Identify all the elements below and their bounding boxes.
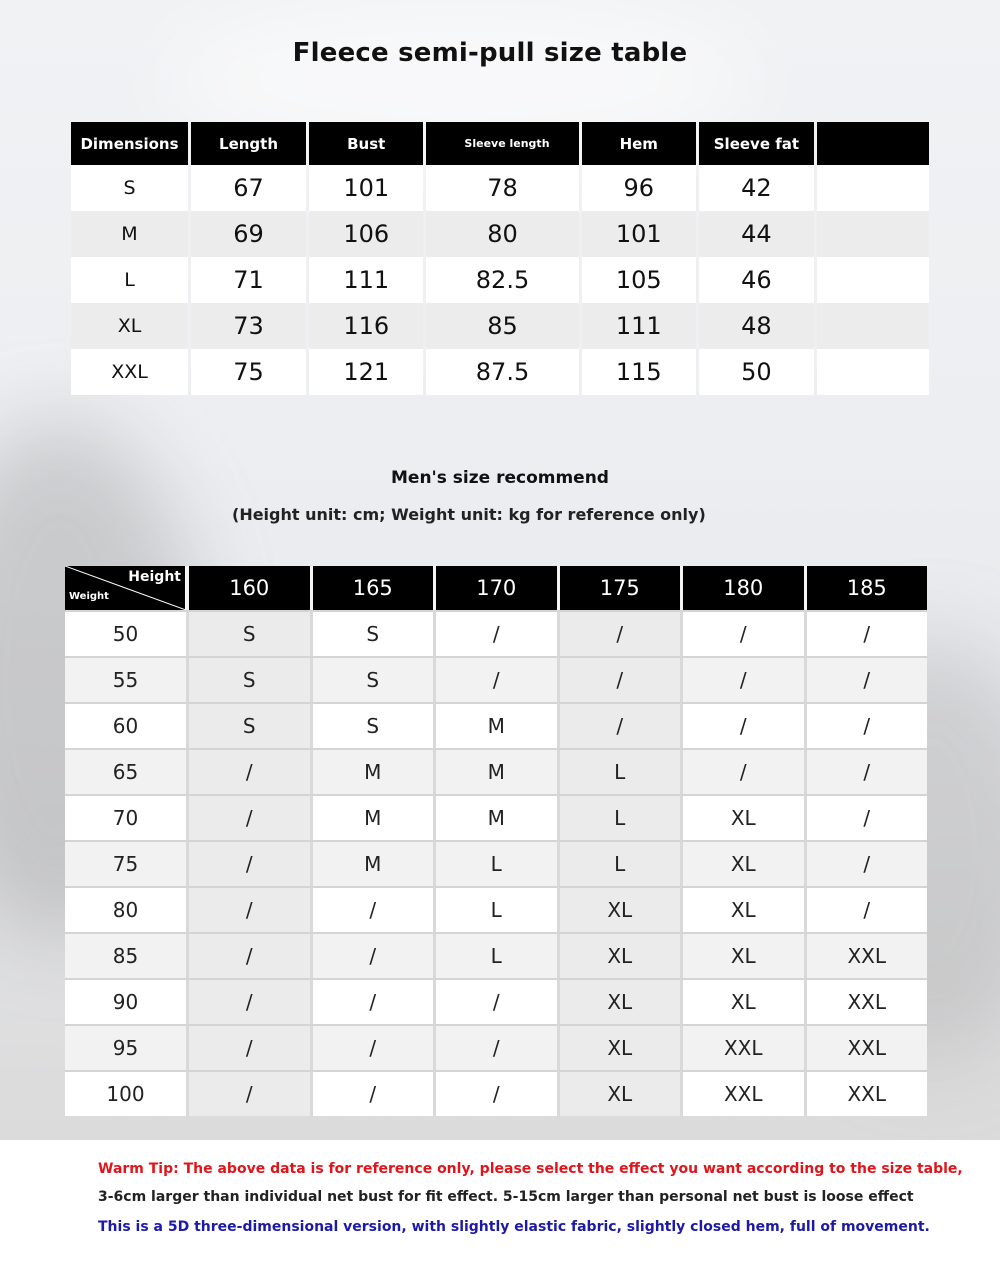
length-cell: 69 — [191, 211, 306, 257]
size-recommend-cell: / — [804, 610, 928, 656]
weight-cell: 60 — [65, 702, 186, 748]
recommend-title: Men's size recommend — [391, 468, 609, 488]
size-recommend-cell: L — [557, 794, 681, 840]
recommend-body — [65, 610, 927, 1116]
size-recommend-cell: / — [186, 748, 310, 794]
blank-cell — [817, 165, 929, 211]
header-bust: Bust — [309, 122, 423, 165]
weight-cell: 55 — [65, 656, 186, 702]
height-header: 185 — [804, 566, 928, 610]
table-row — [71, 349, 929, 395]
size-recommend-cell: / — [433, 1024, 557, 1070]
size-recommend-cell: XXL — [680, 1070, 804, 1116]
size-recommend-cell: / — [310, 978, 434, 1024]
size-recommend-cell: XXL — [804, 1070, 928, 1116]
corner-cell — [65, 566, 186, 610]
size-table-header — [71, 122, 929, 165]
size-recommend-cell: L — [557, 840, 681, 886]
table-row — [65, 886, 927, 932]
size-recommend-cell: / — [186, 794, 310, 840]
size-recommend-cell: M — [433, 702, 557, 748]
table-row — [65, 1024, 927, 1070]
hem-cell: 101 — [582, 211, 696, 257]
table-row — [65, 610, 927, 656]
size-recommend-cell: L — [557, 748, 681, 794]
header-hem: Hem — [582, 122, 696, 165]
size-recommend-cell: XL — [557, 978, 681, 1024]
header-dimensions: Dimensions — [71, 122, 188, 165]
size-recommend-cell: / — [310, 932, 434, 978]
size-recommend-cell: / — [433, 610, 557, 656]
hem-cell: 115 — [582, 349, 696, 395]
bust-cell: 111 — [309, 257, 423, 303]
table-row — [65, 702, 927, 748]
table-row — [65, 748, 927, 794]
recommend-table — [65, 566, 927, 1116]
size-recommend-cell: / — [433, 656, 557, 702]
sleeve-fat-cell: 44 — [699, 211, 814, 257]
size-recommend-cell: S — [310, 656, 434, 702]
hem-cell: 105 — [582, 257, 696, 303]
warm-tip: Warm Tip: The above data is for reference only, please select the effect you want according to the size table, — [98, 1161, 963, 1177]
sleeve-length-cell: 78 — [426, 165, 578, 211]
size-recommend-cell: S — [310, 610, 434, 656]
recommend-subtitle: (Height unit: cm; Weight unit: kg for reference only) — [232, 505, 706, 524]
table-row — [65, 656, 927, 702]
weight-cell: 75 — [65, 840, 186, 886]
size-recommend-cell: XL — [680, 840, 804, 886]
height-header: 165 — [310, 566, 434, 610]
size-recommend-cell: XXL — [804, 932, 928, 978]
page-title: Fleece semi-pull size table — [292, 38, 688, 68]
size-recommend-cell: / — [804, 656, 928, 702]
size-recommend-cell: XL — [680, 886, 804, 932]
tips-panel — [0, 1140, 1000, 1276]
height-axis-label: Height — [128, 569, 181, 585]
blank-cell — [817, 303, 929, 349]
size-recommend-cell: / — [310, 1070, 434, 1116]
height-header: 160 — [186, 566, 310, 610]
size-cell: M — [71, 211, 188, 257]
weight-axis-label: Weight — [69, 591, 109, 602]
weight-cell: 65 — [65, 748, 186, 794]
size-recommend-cell: XL — [680, 932, 804, 978]
bust-cell: 121 — [309, 349, 423, 395]
size-recommend-cell: / — [186, 1024, 310, 1070]
blank-cell — [817, 211, 929, 257]
size-cell: XL — [71, 303, 188, 349]
size-recommend-cell: XL — [680, 794, 804, 840]
size-recommend-cell: M — [310, 840, 434, 886]
weight-cell: 95 — [65, 1024, 186, 1070]
size-cell: L — [71, 257, 188, 303]
table-row — [65, 840, 927, 886]
height-header: 170 — [433, 566, 557, 610]
size-recommend-cell: / — [557, 702, 681, 748]
length-cell: 75 — [191, 349, 306, 395]
weight-cell: 85 — [65, 932, 186, 978]
height-header: 175 — [557, 566, 681, 610]
sleeve-fat-cell: 50 — [699, 349, 814, 395]
size-recommend-cell: / — [804, 794, 928, 840]
size-recommend-cell: / — [186, 978, 310, 1024]
table-row — [65, 794, 927, 840]
length-cell: 73 — [191, 303, 306, 349]
size-recommend-cell: M — [433, 748, 557, 794]
sleeve-length-cell: 80 — [426, 211, 578, 257]
version-tip: This is a 5D three-dimensional version, with slightly elastic fabric, slightly closed hem, full of movement. — [98, 1219, 930, 1235]
size-recommend-cell: L — [433, 886, 557, 932]
blank-cell — [817, 257, 929, 303]
size-recommend-cell: XL — [557, 932, 681, 978]
weight-cell: 100 — [65, 1070, 186, 1116]
size-recommend-cell: / — [680, 656, 804, 702]
size-cell: S — [71, 165, 188, 211]
sleeve-fat-cell: 48 — [699, 303, 814, 349]
weight-cell: 50 — [65, 610, 186, 656]
size-recommend-cell: M — [433, 794, 557, 840]
blank-cell — [817, 349, 929, 395]
size-recommend-cell: S — [186, 610, 310, 656]
size-recommend-cell: L — [433, 840, 557, 886]
size-recommend-cell: / — [186, 886, 310, 932]
size-recommend-cell: / — [186, 932, 310, 978]
bust-cell: 101 — [309, 165, 423, 211]
size-recommend-cell: XL — [557, 886, 681, 932]
size-recommend-cell: M — [310, 748, 434, 794]
size-recommend-cell: / — [804, 886, 928, 932]
table-row — [65, 978, 927, 1024]
size-recommend-cell: XXL — [804, 1024, 928, 1070]
sleeve-fat-cell: 42 — [699, 165, 814, 211]
size-table — [68, 122, 932, 395]
size-recommend-cell: / — [680, 702, 804, 748]
size-cell: XXL — [71, 349, 188, 395]
recommend-header — [65, 566, 927, 610]
table-row — [71, 257, 929, 303]
sleeve-length-cell: 85 — [426, 303, 578, 349]
size-recommend-cell: / — [433, 978, 557, 1024]
size-recommend-cell: S — [186, 656, 310, 702]
length-cell: 71 — [191, 257, 306, 303]
height-header: 180 — [680, 566, 804, 610]
fit-tip: 3-6cm larger than individual net bust for fit effect. 5-15cm larger than personal net bust is loose effect — [98, 1189, 914, 1205]
weight-cell: 90 — [65, 978, 186, 1024]
size-recommend-cell: / — [804, 840, 928, 886]
size-recommend-cell: XL — [557, 1024, 681, 1070]
bust-cell: 116 — [309, 303, 423, 349]
size-recommend-cell: / — [557, 610, 681, 656]
size-recommend-cell: L — [433, 932, 557, 978]
size-recommend-cell: / — [804, 748, 928, 794]
size-recommend-cell: / — [680, 610, 804, 656]
sleeve-length-cell: 87.5 — [426, 349, 578, 395]
size-recommend-cell: / — [804, 702, 928, 748]
size-recommend-cell: S — [310, 702, 434, 748]
size-recommend-cell: M — [310, 794, 434, 840]
table-row — [71, 211, 929, 257]
size-recommend-cell: / — [186, 840, 310, 886]
size-recommend-cell: / — [186, 1070, 310, 1116]
header-sleeve-length: Sleeve length — [426, 122, 578, 165]
size-recommend-cell: / — [433, 1070, 557, 1116]
size-recommend-cell: / — [557, 656, 681, 702]
size-recommend-cell: XXL — [804, 978, 928, 1024]
sleeve-length-cell: 82.5 — [426, 257, 578, 303]
size-recommend-cell: / — [310, 1024, 434, 1070]
size-recommend-cell: S — [186, 702, 310, 748]
hem-cell: 111 — [582, 303, 696, 349]
size-recommend-cell: XL — [680, 978, 804, 1024]
size-recommend-cell: / — [680, 748, 804, 794]
size-recommend-cell: XL — [557, 1070, 681, 1116]
length-cell: 67 — [191, 165, 306, 211]
bust-cell: 106 — [309, 211, 423, 257]
hem-cell: 96 — [582, 165, 696, 211]
table-row — [65, 1070, 927, 1116]
header-length: Length — [191, 122, 306, 165]
size-recommend-cell: / — [310, 886, 434, 932]
table-row — [71, 165, 929, 211]
size-recommend-cell: XXL — [680, 1024, 804, 1070]
table-row — [71, 303, 929, 349]
header-sleeve-fat: Sleeve fat — [699, 122, 814, 165]
weight-cell: 70 — [65, 794, 186, 840]
sleeve-fat-cell: 46 — [699, 257, 814, 303]
weight-cell: 80 — [65, 886, 186, 932]
header-blank — [817, 122, 929, 165]
table-row — [65, 932, 927, 978]
